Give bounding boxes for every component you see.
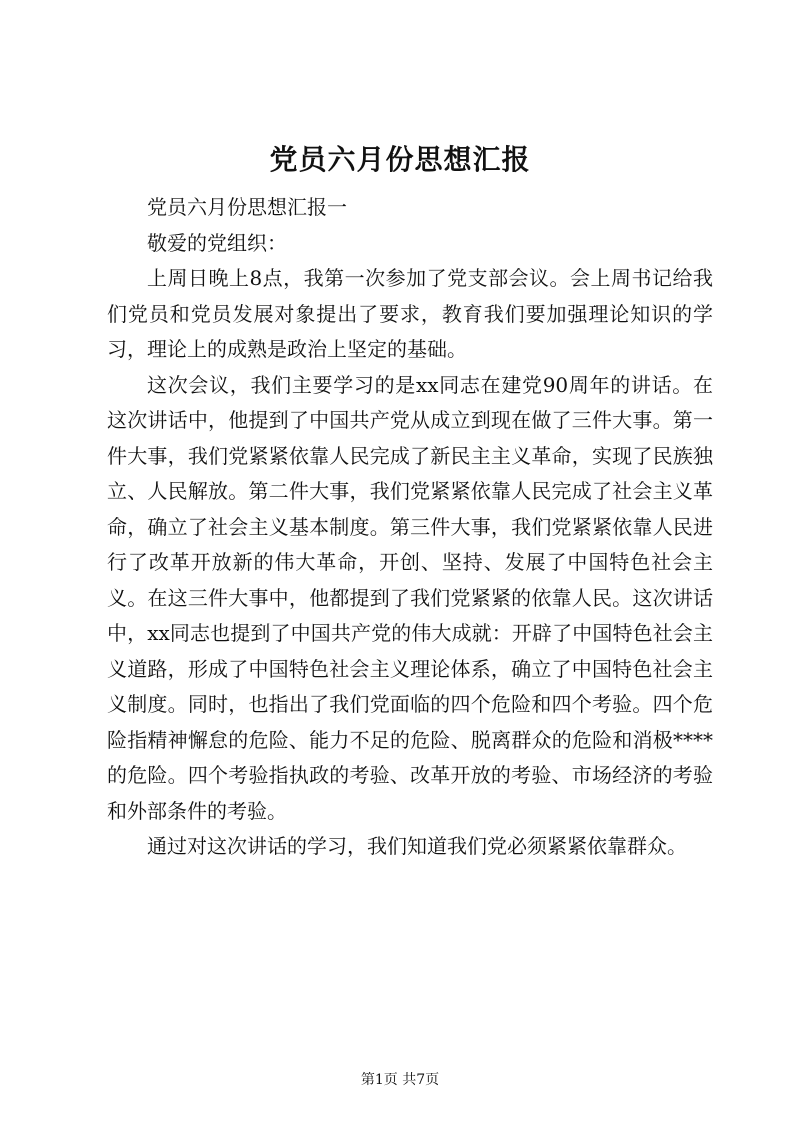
document-body: [107, 190, 713, 865]
subtitle-paragraph: 党员六月份思想汇报一: [147, 195, 347, 219]
body-paragraph-3: 通过对这次讲话的学习，我们知道我们党必须紧紧依靠群众。: [147, 834, 687, 858]
page-footer: 第1页 共7页: [360, 1072, 440, 1088]
body-paragraph-2: 这次会议，我们主要学习的是xx同志在建党90周年的讲话。在这次讲话中，他提到了中国共产党从成立到现在做了三件大事。第一件大事，我们党紧紧依靠人民完成了新民主主义革命，实现了民族独立、人民解放。第二件大事，我们党紧紧依靠人民完成了社会主义革命，确立了社会主义基本制度。第三件大事，我们党紧紧依靠人民进行了改革开放新的伟大革命，开创、坚持、发展了中国特色社会主义。在这三件大事中，他都提到了我们党紧紧的依靠人民。这次讲话中，xx同志也提到了中国共产党的伟大成就：开辟了中国特色社会主义道路，形成了中国特色社会主义理论体系，确立了中国特色社会主义制度。同时，也指出了我们党面临的四个危险和四个考验。四个危险指精神懈怠的危险、能力不足的危险、脱离群众的危险和消极****的危险。四个考验指执政的考验、改革开放的考验、市场经济的考验和外部条件的考验。: [107, 372, 713, 823]
body-paragraph-1: 上周日晚上8点，我第一次参加了党支部会议。会上周书记给我们党员和党员发展对象提出了要求，教育我们要加强理论知识的学习，理论上的成熟是政治上坚定的基础。: [107, 266, 713, 361]
salutation-paragraph: 敬爱的党组织：: [147, 230, 287, 255]
document-title: 党员六月份思想汇报: [269, 143, 531, 176]
